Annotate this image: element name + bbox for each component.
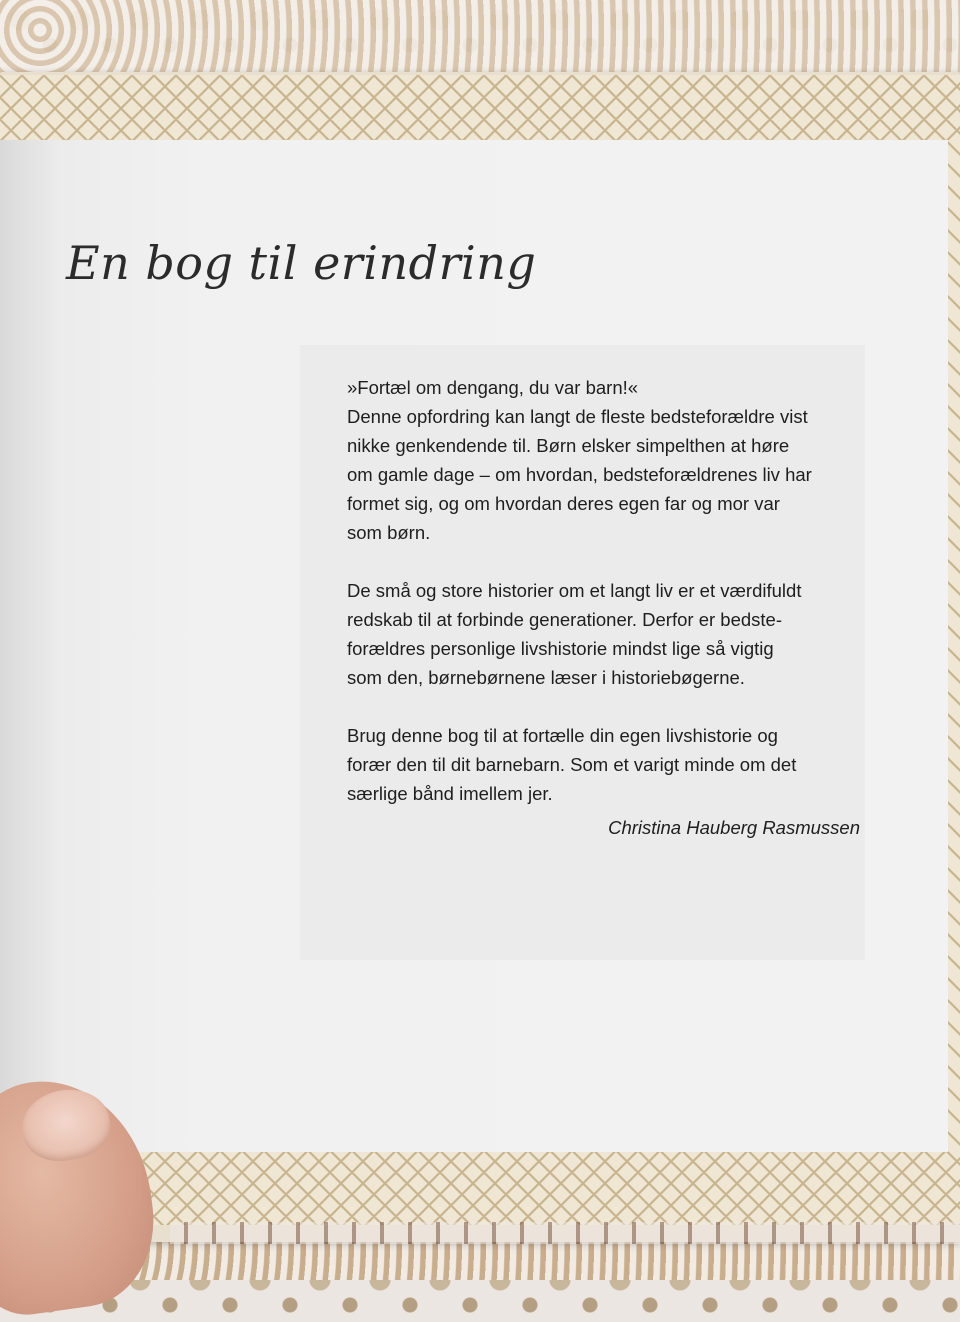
text-line: Brug denne bog til at fortælle din egen livshistorie og (347, 725, 778, 746)
paragraph (347, 721, 867, 808)
text-line: om gamle dage – om hvordan, bedsteforældrenes liv har (347, 464, 812, 485)
text-line: nikke genkendende til. Børn elsker simpelthen at høre (347, 435, 790, 456)
text-line: forær den til dit barnebarn. Som et varigt minde om det (347, 754, 797, 775)
decorative-border-right (946, 140, 960, 1155)
text-line: »Fortæl om dengang, du var barn!« (347, 377, 639, 398)
body-text (347, 373, 867, 808)
paragraph-gap (347, 692, 867, 721)
text-line: redskab til at forbinde generationer. Derfor er bedste- (347, 609, 782, 630)
text-line: De små og store historier om et langt liv er et værdifuldt (347, 580, 802, 601)
text-line: særlige bånd imellem jer. (347, 783, 553, 804)
author-signature: Christina Hauberg Rasmussen (608, 817, 860, 838)
decorative-border-top (0, 75, 960, 145)
text-line: formet sig, og om hvordan deres egen far og mor var (347, 493, 780, 514)
text-line: som den, børnebørnene læser i historiebøgerne. (347, 667, 745, 688)
paragraph (347, 576, 867, 692)
lace-edge-strip (170, 1222, 960, 1244)
paragraph (347, 373, 867, 547)
text-line: forældres personlige livshistorie mindst lige så vigtig (347, 638, 774, 659)
paragraph-gap (347, 547, 867, 576)
page-title: En bog til erindring (66, 236, 537, 290)
text-line: Denne opfordring kan langt de fleste bedsteforældre vist (347, 406, 808, 427)
text-line: som børn. (347, 522, 431, 543)
